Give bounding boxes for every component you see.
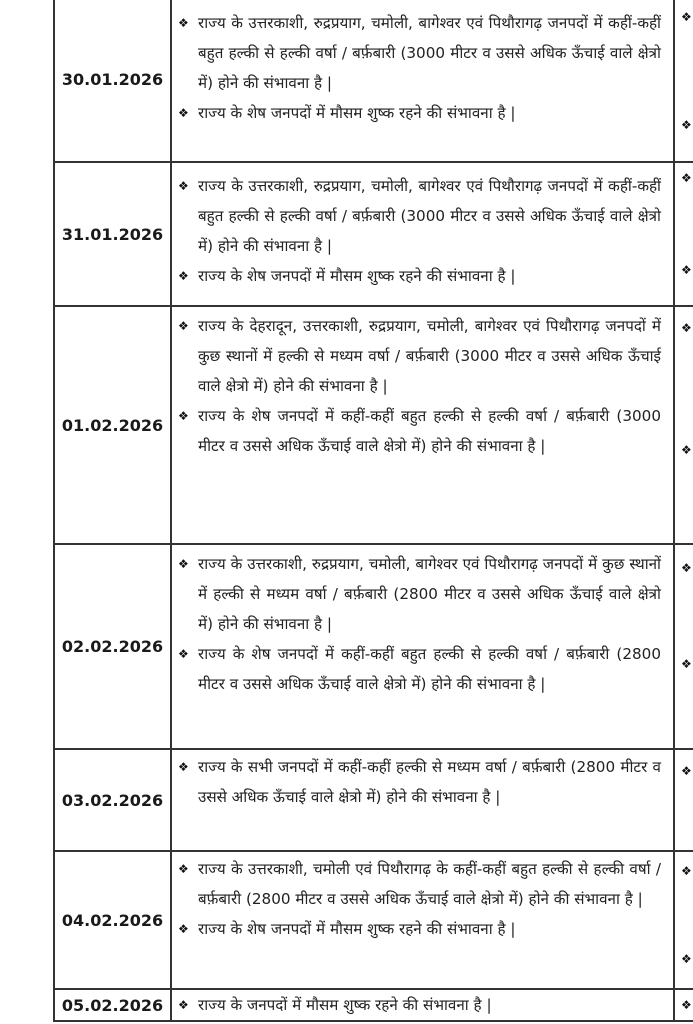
adjacent-column-fragment — [675, 163, 693, 305]
forecast-row — [53, 0, 693, 163]
adjacent-column-fragment — [675, 750, 693, 850]
forecast-item-text: राज्य के उत्तरकाशी, रुद्रप्रयाग, चमोली, बागेश्वर एवं पिथौरागढ़ जनपदों में कहीं-कहीं बहुत हल्की से हल्की वर्षा / बर्फ़बारी (3000 मीटर व उससे अधिक ऊँचाई वाले क्षेत्रो में) होने की संभावना है | — [198, 14, 661, 92]
forecast-text-cell — [172, 163, 675, 305]
forecast-item — [178, 752, 661, 812]
forecast-row — [53, 545, 693, 750]
forecast-item — [178, 990, 661, 1020]
forecast-item-text: राज्य के शेष जनपदों में मौसम शुष्क रहने की संभावना है | — [198, 267, 516, 285]
diamond-bullet-icon: ❖ — [681, 10, 692, 24]
diamond-bullet-icon: ❖ — [178, 409, 189, 423]
diamond-bullet-icon: ❖ — [681, 952, 692, 966]
diamond-bullet-icon: ❖ — [681, 864, 692, 878]
forecast-date: 04.02.2026 — [53, 852, 172, 988]
diamond-bullet-icon: ❖ — [178, 16, 189, 30]
forecast-row — [53, 750, 693, 852]
diamond-bullet-icon: ❖ — [178, 862, 189, 876]
forecast-item-text: राज्य के शेष जनपदों में कहीं-कहीं बहुत हल्की से हल्की वर्षा / बर्फ़बारी (2800 मीटर व उससे अधिक ऊँचाई वाले क्षेत्रो में) होने की संभावना है | — [198, 645, 661, 693]
diamond-bullet-icon: ❖ — [681, 443, 692, 457]
forecast-item-text: राज्य के शेष जनपदों में कहीं-कहीं बहुत हल्की से हल्की वर्षा / बर्फ़बारी (3000 मीटर व उससे अधिक ऊँचाई वाले क्षेत्रो में) होने की संभावना है | — [198, 407, 661, 455]
forecast-item — [178, 261, 661, 291]
forecast-date: 02.02.2026 — [53, 545, 172, 748]
diamond-bullet-icon: ❖ — [681, 263, 692, 277]
diamond-bullet-icon: ❖ — [681, 561, 692, 575]
diamond-bullet-icon: ❖ — [178, 760, 189, 774]
forecast-item-text: राज्य के देहरादून, उत्तरकाशी, रुद्रप्रयाग, चमोली, बागेश्वर एवं पिथौरागढ़ जनपदों में कुछ स्थानों में हल्की से मध्यम वर्षा / बर्फ़बारी (3000 मीटर व उससे अधिक ऊँचाई वाले क्षेत्रो में) होने की संभावना है | — [198, 317, 661, 395]
diamond-bullet-icon: ❖ — [681, 764, 692, 778]
forecast-date: 03.02.2026 — [53, 750, 172, 850]
forecast-date: 30.01.2026 — [53, 0, 172, 161]
forecast-item — [178, 914, 661, 944]
forecast-item — [178, 8, 661, 98]
forecast-date: 31.01.2026 — [53, 163, 172, 305]
adjacent-column-fragment — [675, 307, 693, 543]
diamond-bullet-icon: ❖ — [681, 998, 692, 1012]
forecast-item-text: राज्य के उत्तरकाशी, रुद्रप्रयाग, चमोली, बागेश्वर एवं पिथौरागढ़ जनपदों में कुछ स्थानों में हल्की से मध्यम वर्षा / बर्फ़बारी (2800 मीटर व उससे अधिक ऊँचाई वाले क्षेत्रो में) होने की संभावना है | — [198, 555, 661, 633]
forecast-item-text: राज्य के उत्तरकाशी, चमोली एवं पिथौरागढ़ के कहीं-कहीं बहुत हल्की से हल्की वर्षा / बर्फ़बारी (2800 मीटर व उससे अधिक ऊँचाई वाले क्षेत्रो में) होने की संभावना है | — [198, 860, 661, 908]
diamond-bullet-icon: ❖ — [681, 171, 692, 185]
forecast-text-cell — [172, 545, 675, 748]
forecast-date: 01.02.2026 — [53, 307, 172, 543]
forecast-item — [178, 549, 661, 639]
diamond-bullet-icon: ❖ — [178, 647, 189, 661]
adjacent-column-fragment — [675, 0, 693, 161]
forecast-text-cell — [172, 307, 675, 543]
forecast-item — [178, 854, 661, 914]
forecast-item — [178, 401, 661, 461]
forecast-row — [53, 163, 693, 307]
forecast-row — [53, 307, 693, 545]
forecast-item-text: राज्य के शेष जनपदों में मौसम शुष्क रहने की संभावना है | — [198, 920, 516, 938]
forecast-text-cell — [172, 990, 675, 1020]
forecast-item — [178, 171, 661, 261]
forecast-text-cell — [172, 0, 675, 161]
forecast-text-cell — [172, 750, 675, 850]
adjacent-column-fragment — [675, 545, 693, 748]
forecast-date: 05.02.2026 — [53, 990, 172, 1020]
adjacent-column-fragment — [675, 852, 693, 988]
forecast-item-text: राज्य के शेष जनपदों में मौसम शुष्क रहने की संभावना है | — [198, 104, 516, 122]
diamond-bullet-icon: ❖ — [681, 657, 692, 671]
forecast-item — [178, 98, 661, 128]
forecast-item-text: राज्य के उत्तरकाशी, रुद्रप्रयाग, चमोली, बागेश्वर एवं पिथौरागढ़ जनपदों में कहीं-कहीं बहुत हल्की से हल्की वर्षा / बर्फ़बारी (3000 मीटर व उससे अधिक ऊँचाई वाले क्षेत्रो में) होने की संभावना है | — [198, 177, 661, 255]
diamond-bullet-icon: ❖ — [178, 269, 189, 283]
diamond-bullet-icon: ❖ — [178, 106, 189, 120]
adjacent-column-fragment — [675, 990, 693, 1020]
diamond-bullet-icon: ❖ — [178, 179, 189, 193]
diamond-bullet-icon: ❖ — [178, 922, 189, 936]
diamond-bullet-icon: ❖ — [178, 319, 189, 333]
diamond-bullet-icon: ❖ — [681, 321, 692, 335]
diamond-bullet-icon: ❖ — [681, 118, 692, 132]
forecast-item-text: राज्य के सभी जनपदों में कहीं-कहीं हल्की से मध्यम वर्षा / बर्फ़बारी (2800 मीटर व उससे अधिक ऊँचाई वाले क्षेत्रो में) होने की संभावना है | — [198, 758, 661, 806]
diamond-bullet-icon: ❖ — [178, 998, 189, 1012]
forecast-item — [178, 639, 661, 699]
forecast-row — [53, 990, 693, 1022]
forecast-text-cell — [172, 852, 675, 988]
diamond-bullet-icon: ❖ — [178, 557, 189, 571]
forecast-item — [178, 311, 661, 401]
forecast-row — [53, 852, 693, 990]
forecast-item-text: राज्य के जनपदों में मौसम शुष्क रहने की संभावना है | — [198, 996, 492, 1014]
